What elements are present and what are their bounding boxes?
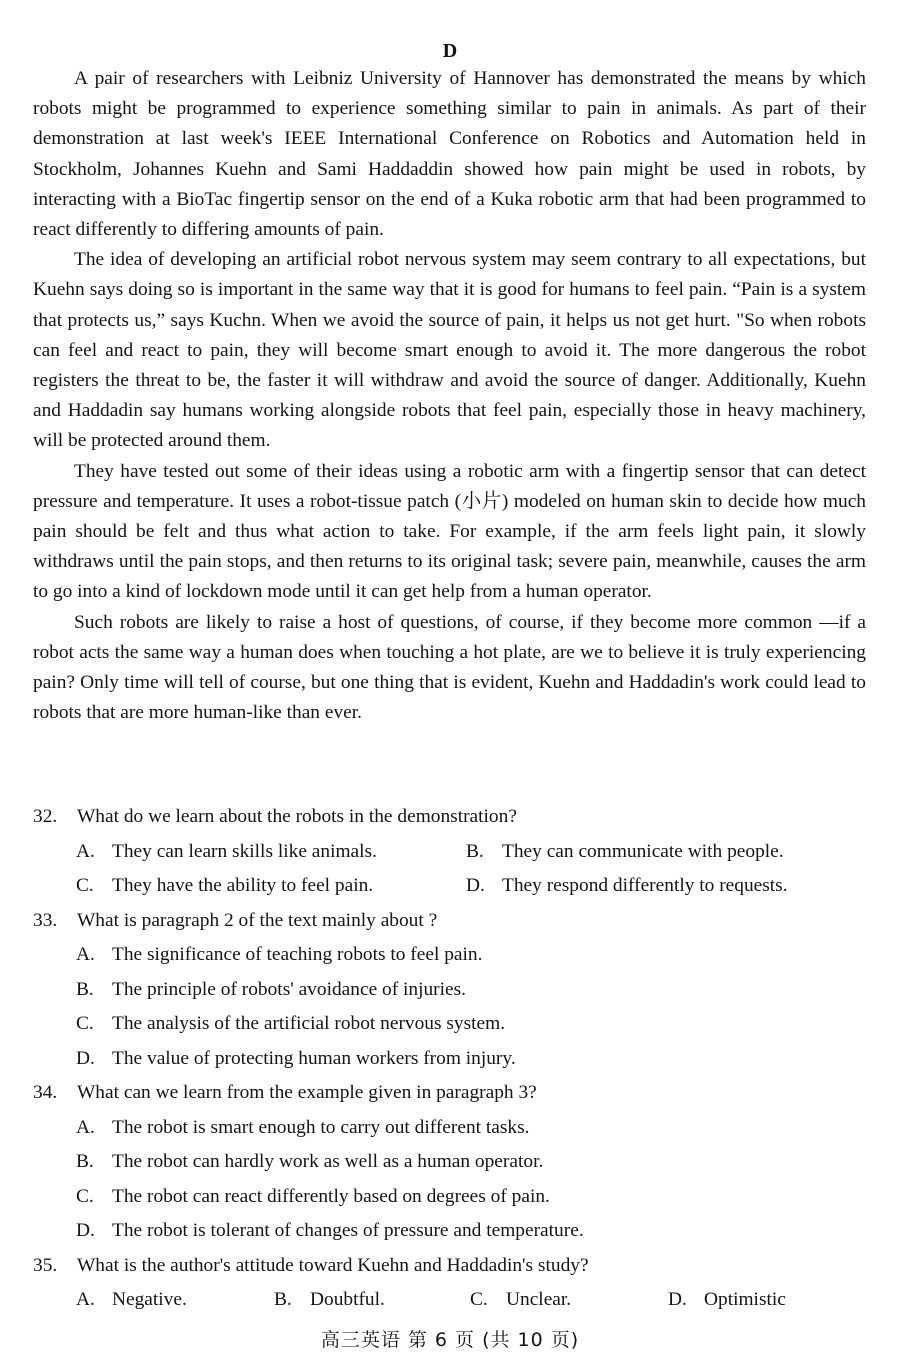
question-number: 33. bbox=[33, 909, 58, 931]
question-text: What is paragraph 2 of the text mainly about ? bbox=[77, 909, 438, 931]
option-label: D. bbox=[76, 1220, 95, 1241]
option-d bbox=[466, 869, 856, 904]
option-b bbox=[76, 1145, 866, 1180]
question-text: What is the author's attitude toward Kuehn and Haddadin's study? bbox=[77, 1254, 589, 1276]
option-label: C. bbox=[76, 1013, 94, 1034]
page-footer: 高三英语 第 6 页 (共 10 页) bbox=[320, 1329, 580, 1351]
option-text: The robot is tolerant of changes of pressure and temperature. bbox=[112, 1220, 584, 1241]
option-label: B. bbox=[274, 1289, 292, 1310]
option-text: They can communicate with people. bbox=[502, 840, 784, 862]
question-number: 34. bbox=[33, 1082, 58, 1103]
option-text: Optimistic bbox=[704, 1289, 786, 1310]
option-text: The analysis of the artificial robot nervous system. bbox=[112, 1013, 506, 1034]
option-text: Doubtful. bbox=[310, 1289, 385, 1310]
option-c bbox=[76, 1180, 866, 1215]
passage-paragraph-1: A pair of researchers with Leibniz University of Hannover has demonstrated the means by which robots might be programmed to experience something similar to pain in animals. As part of their demonstration at last week's IEEE International Conference on Robotics and Automation held in Stockholm, Johannes Kuehn and Sami Haddaddin showed how pain might be used in robots, by interacting with a BioTac fingertip sensor on the end of a Kuka robotic arm that had been programmed to react differently to differing amounts of pain. bbox=[33, 68, 866, 241]
question-32 bbox=[33, 800, 866, 904]
option-b bbox=[76, 973, 866, 1008]
option-label: D. bbox=[76, 1047, 95, 1069]
question-number: 32. bbox=[33, 806, 58, 827]
option-list bbox=[33, 1111, 866, 1249]
option-label: B. bbox=[76, 1151, 94, 1172]
option-label: C. bbox=[470, 1289, 488, 1310]
option-label: C. bbox=[76, 875, 94, 896]
question-stem bbox=[33, 1249, 866, 1284]
option-label: A. bbox=[76, 944, 95, 965]
section-heading: D bbox=[442, 40, 458, 62]
question-number: 35. bbox=[33, 1254, 58, 1276]
option-d bbox=[76, 1214, 866, 1249]
question-35 bbox=[33, 1249, 866, 1318]
option-text: The significance of teaching robots to feel pain. bbox=[112, 944, 483, 965]
option-a bbox=[76, 1111, 866, 1146]
passage-paragraph-2: The idea of developing an artificial robot nervous system may seem contrary to all expectations, but Kuehn says doing so is important in the same way that it is good for humans to feel pain. “Pain is a system that protects us,” says Kuchn. When we avoid the source of pain, it helps us not get hurt. "So when robots can feel and react to pain, they will become smart enough to avoid it. The more dangerous the robot registers the threat to be, the faster it will withdraw and avoid the source of danger. Additionally, Kuehn and Haddadin say humans working alongside robots that feel pain, especially those in heavy machinery, will be protected around them. bbox=[33, 249, 866, 452]
question-text: What can we learn from the example given in paragraph 3? bbox=[77, 1082, 537, 1103]
option-text: The robot is smart enough to carry out different tasks. bbox=[112, 1116, 530, 1138]
option-label: B. bbox=[466, 840, 484, 862]
question-text: What do we learn about the robots in the demonstration? bbox=[77, 806, 517, 827]
option-a bbox=[76, 835, 466, 870]
question-33 bbox=[33, 904, 866, 1077]
option-label: A. bbox=[76, 1116, 95, 1138]
option-text: Negative. bbox=[112, 1289, 187, 1310]
option-b bbox=[274, 1283, 470, 1318]
option-a bbox=[76, 1283, 274, 1318]
option-c bbox=[470, 1283, 668, 1318]
option-a bbox=[76, 938, 866, 973]
option-text: The value of protecting human workers from injury. bbox=[112, 1047, 516, 1069]
option-list bbox=[33, 938, 866, 1076]
option-b bbox=[466, 835, 856, 870]
option-c bbox=[76, 869, 466, 904]
option-d bbox=[668, 1283, 848, 1318]
question-34 bbox=[33, 1076, 866, 1249]
option-text: They can learn skills like animals. bbox=[112, 840, 377, 862]
option-text: Unclear. bbox=[506, 1289, 572, 1310]
option-text: The robot can react differently based on degrees of pain. bbox=[112, 1185, 550, 1207]
option-text: They have the ability to feel pain. bbox=[112, 875, 374, 896]
question-stem bbox=[33, 1076, 866, 1111]
option-label: B. bbox=[76, 978, 94, 1000]
reading-passage bbox=[33, 64, 866, 728]
question-stem bbox=[33, 800, 866, 835]
passage-paragraph-4: Such robots are likely to raise a host of questions, of course, if they become more common —if a robot acts the same way a human does when touching a hot plate, are we to believe it is truly experiencing pain? Only time will tell of course, but one thing that is evident, Kuehn and Haddadin's work could lead to robots that are more human-like than ever. bbox=[33, 611, 866, 724]
option-list bbox=[33, 835, 866, 904]
option-text: The robot can hardly work as well as a human operator. bbox=[112, 1151, 544, 1172]
option-label: A. bbox=[76, 840, 95, 862]
option-list bbox=[33, 1283, 866, 1318]
passage-paragraph-3: They have tested out some of their ideas using a robotic arm with a fingertip sensor that can detect pressure and temperature. It uses a robot-tissue patch (小片) modeled on human skin to decide how much pain should be felt and thus what action to take. For example, if the arm feels light pain, it slowly withdraws until the pain stops, and then returns to its original task; severe pain, meanwhile, causes the arm to go into a kind of lockdown mode until it can get help from a human operator. bbox=[33, 460, 866, 603]
option-d bbox=[76, 1042, 866, 1077]
option-c bbox=[76, 1007, 866, 1042]
option-label: C. bbox=[76, 1185, 94, 1207]
option-text: They respond differently to requests. bbox=[502, 875, 788, 896]
option-label: A. bbox=[76, 1289, 95, 1310]
option-label: D. bbox=[466, 875, 485, 896]
question-stem bbox=[33, 904, 866, 939]
question-list bbox=[33, 800, 866, 1318]
option-label: D. bbox=[668, 1289, 687, 1310]
option-text: The principle of robots' avoidance of injuries. bbox=[112, 978, 467, 1000]
